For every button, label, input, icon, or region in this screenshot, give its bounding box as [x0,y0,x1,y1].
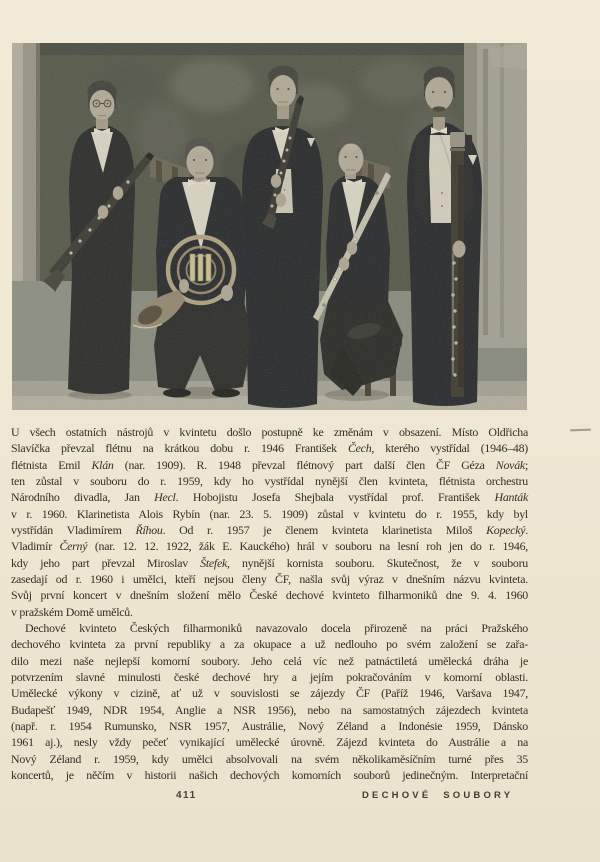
text-line: (např. r. 1954 Rumunsko, NSR 1957, Austrálie, Nový Zéland a Indonésie 1959, Dánsko [11,718,528,733]
text-line: Budapešť 1949, NDR 1954, Anglie a NSR 1956), nebo na samostatných zájezdech kvinteta [11,702,528,717]
text-line: Svůj první koncert v dnešním složení mělo České dechové kvinteto filharmoniků dne 9. 4. 1960 [11,588,528,603]
text-line: v r. 1960. Klarinetista Alois Rybín (nar. 23. 5. 1909) zůstal v kvintetu do r. 1955, kdy byl [11,506,528,521]
text-line: Slavíčka převzal flétnu na krátkou dobu r. 1946 František Čech, kterého vystřídal (1946–48) [11,441,528,456]
text-line: ten zůstal v souboru do r. 1959, kdy ho vystřídal nynější člen kvinteta, flétnista orchestru [11,473,528,488]
text-line: kdy jeho part převzal Miroslav Štefek, nynější kornista souboru. Skutečnost, že v souboru [11,555,528,570]
text-line: Národního divadla, Jan Hecl. Hobojistu Josefa Shejbala vystřídal prof. František Hanták [11,490,528,505]
quintet-photograph [12,43,527,410]
running-title: DECHOVÉ SOUBORY [362,790,514,801]
text-line: Nový Zéland r. 1959, kdy umělci absolvovali na svém několikaměsíčním turné přes 35 [11,751,528,766]
body-text [11,424,528,783]
text-line: koncertů, je něčím v historii našich dechových komorních souborů jedinečným. Interpretační [11,767,528,782]
text-line: Dechové kvinteto Českých filharmoniků navazovalo docela přirozeně na práci Pražského [25,620,528,635]
text-line: U všech ostatních nástrojů v kvintetu došlo postupně ke změnám v obsazení. Místo Oldřicha [11,425,528,439]
text-line: Umělecké výkony v cizině, ať už v souvislosti se zájezdy ČF (Paříž 1946, Varšava 1947, [11,686,528,701]
stray-ink-mark [570,429,591,432]
text-line: zasedají od r. 1960 i umělci, kteří nejsou členy ČF, našla svůj výraz v dnešním názvu kvinteta. [11,571,528,586]
text-line: vystřídán Vladimírem Říhou. Od r. 1957 je členem kvinteta klarinetista Miloš Kopecký. [11,522,528,537]
text-line: 1961 aj.), nesly vždy pečeť vynikající umělecké úrovně. Zájezd kvinteta do Austrálie a na [11,735,528,750]
text-line: v pražském Domě umělců. [11,604,133,619]
text-line: dilo mezi naše nejlepší komorní soubory. Jeho celá víc než patnáctiletá umělecká dráha je [11,653,528,668]
page-number: 411 [176,790,197,801]
text-line: dechového kvinteta za první republiky a za okupace a už nedlouho po svém založení se zařa- [11,637,528,652]
text-line: potvrzením slavné minulosti české dechové hry a jejím pokračováním v komorní oblasti. [11,669,528,684]
text-line: flétnista Emil Klán (nar. 1909). R. 1948 převzal flétnový part další člen ČF Géza Novák; [11,457,528,472]
text-line: Vladimír Černý (nar. 12. 12. 1922, žák E. Kauckého) hrál v souboru na lesní roh jen do r. 1946, [11,539,528,554]
